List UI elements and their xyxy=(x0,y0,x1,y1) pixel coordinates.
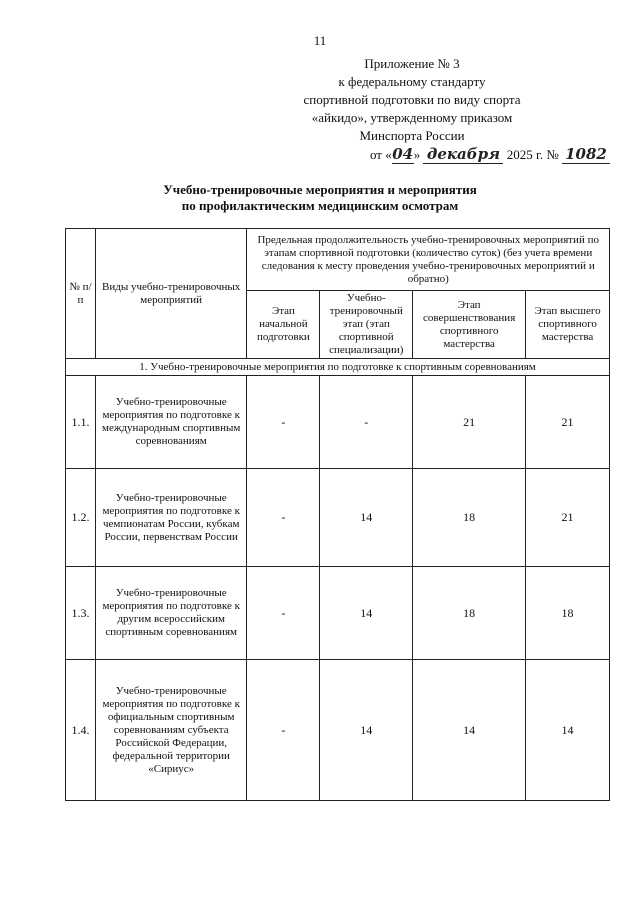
table-row xyxy=(66,567,610,660)
row-number: 1.1. xyxy=(66,376,96,469)
order-number: 1082 xyxy=(562,145,610,164)
cell-improvement: 21 xyxy=(413,376,526,469)
row-name: Учебно-тренировочные мероприятия по подготовке к официальным спортивным соревнованиям субъекта Российской Федерации, федеральной территории «Сириус» xyxy=(95,660,247,801)
order-day: 04 xyxy=(392,145,414,163)
order-prefix: от « xyxy=(369,147,392,162)
row-number: 1.2. xyxy=(66,469,96,567)
cell-training: 14 xyxy=(320,567,413,660)
header-kind: Виды учебно-тренировочных мероприятий xyxy=(95,229,247,359)
cell-highest: 14 xyxy=(526,660,610,801)
row-name: Учебно-тренировочные мероприятия по подготовке к международным спортивным соревнованиям xyxy=(95,376,247,469)
appendix-header xyxy=(242,55,582,145)
appendix-line: Минспорта России xyxy=(359,128,465,143)
cell-initial: - xyxy=(247,567,320,660)
table-row xyxy=(66,469,610,567)
title-line: по профилактическим медицинским осмотрам xyxy=(181,198,459,213)
appendix-line: спортивной подготовки по виду спорта xyxy=(303,92,521,107)
events-table xyxy=(65,228,610,801)
order-month: декабря xyxy=(423,145,503,164)
appendix-line: «айкидо», утвержденному приказом xyxy=(311,110,513,125)
header-stage-highest: Этап высшего спортивного мастерства xyxy=(526,291,610,359)
appendix-line: к федеральному стандарту xyxy=(338,74,486,89)
cell-training: 14 xyxy=(320,469,413,567)
cell-training: 14 xyxy=(320,660,413,801)
cell-improvement: 18 xyxy=(413,469,526,567)
row-number: 1.4. xyxy=(66,660,96,801)
order-year: 2025 г. № xyxy=(506,147,559,162)
cell-improvement: 14 xyxy=(413,660,526,801)
cell-highest: 21 xyxy=(526,376,610,469)
page-number: 11 xyxy=(313,33,327,48)
cell-initial: - xyxy=(247,469,320,567)
title-line: Учебно-тренировочные мероприятия и мероприятия xyxy=(163,182,477,197)
row-name: Учебно-тренировочные мероприятия по подготовке к чемпионатам России, кубкам России, первенствам России xyxy=(95,469,247,567)
document-title xyxy=(0,182,640,214)
cell-highest: 18 xyxy=(526,567,610,660)
cell-initial: - xyxy=(247,660,320,801)
header-stage-improvement: Этап совершенствования спортивного мастерства xyxy=(413,291,526,359)
row-name: Учебно-тренировочные мероприятия по подготовке к другим всероссийским спортивным соревнованиям xyxy=(95,567,247,660)
cell-highest: 21 xyxy=(526,469,610,567)
appendix-line: Приложение № 3 xyxy=(364,56,460,71)
cell-initial: - xyxy=(247,376,320,469)
order-line xyxy=(370,145,610,164)
table-row xyxy=(66,376,610,469)
order-mid: » xyxy=(413,147,421,162)
header-stage-training: Учебно-тренировочный этап (этап спортивной специализации) xyxy=(320,291,413,359)
cell-improvement: 18 xyxy=(413,567,526,660)
section-heading: 1. Учебно-тренировочные мероприятия по подготовке к спортивным соревнованиям xyxy=(66,359,610,376)
table-row xyxy=(66,660,610,801)
row-number: 1.3. xyxy=(66,567,96,660)
header-group: Предельная продолжительность учебно-тренировочных мероприятий по этапам спортивной подготовки (количество суток) (без учета времени следования к месту проведения учебно-тренировочных мероприятий и обратно) xyxy=(247,229,610,291)
header-stage-initial: Этап начальной подготовки xyxy=(247,291,320,359)
cell-training: - xyxy=(320,376,413,469)
header-number: № п/п xyxy=(66,229,96,359)
